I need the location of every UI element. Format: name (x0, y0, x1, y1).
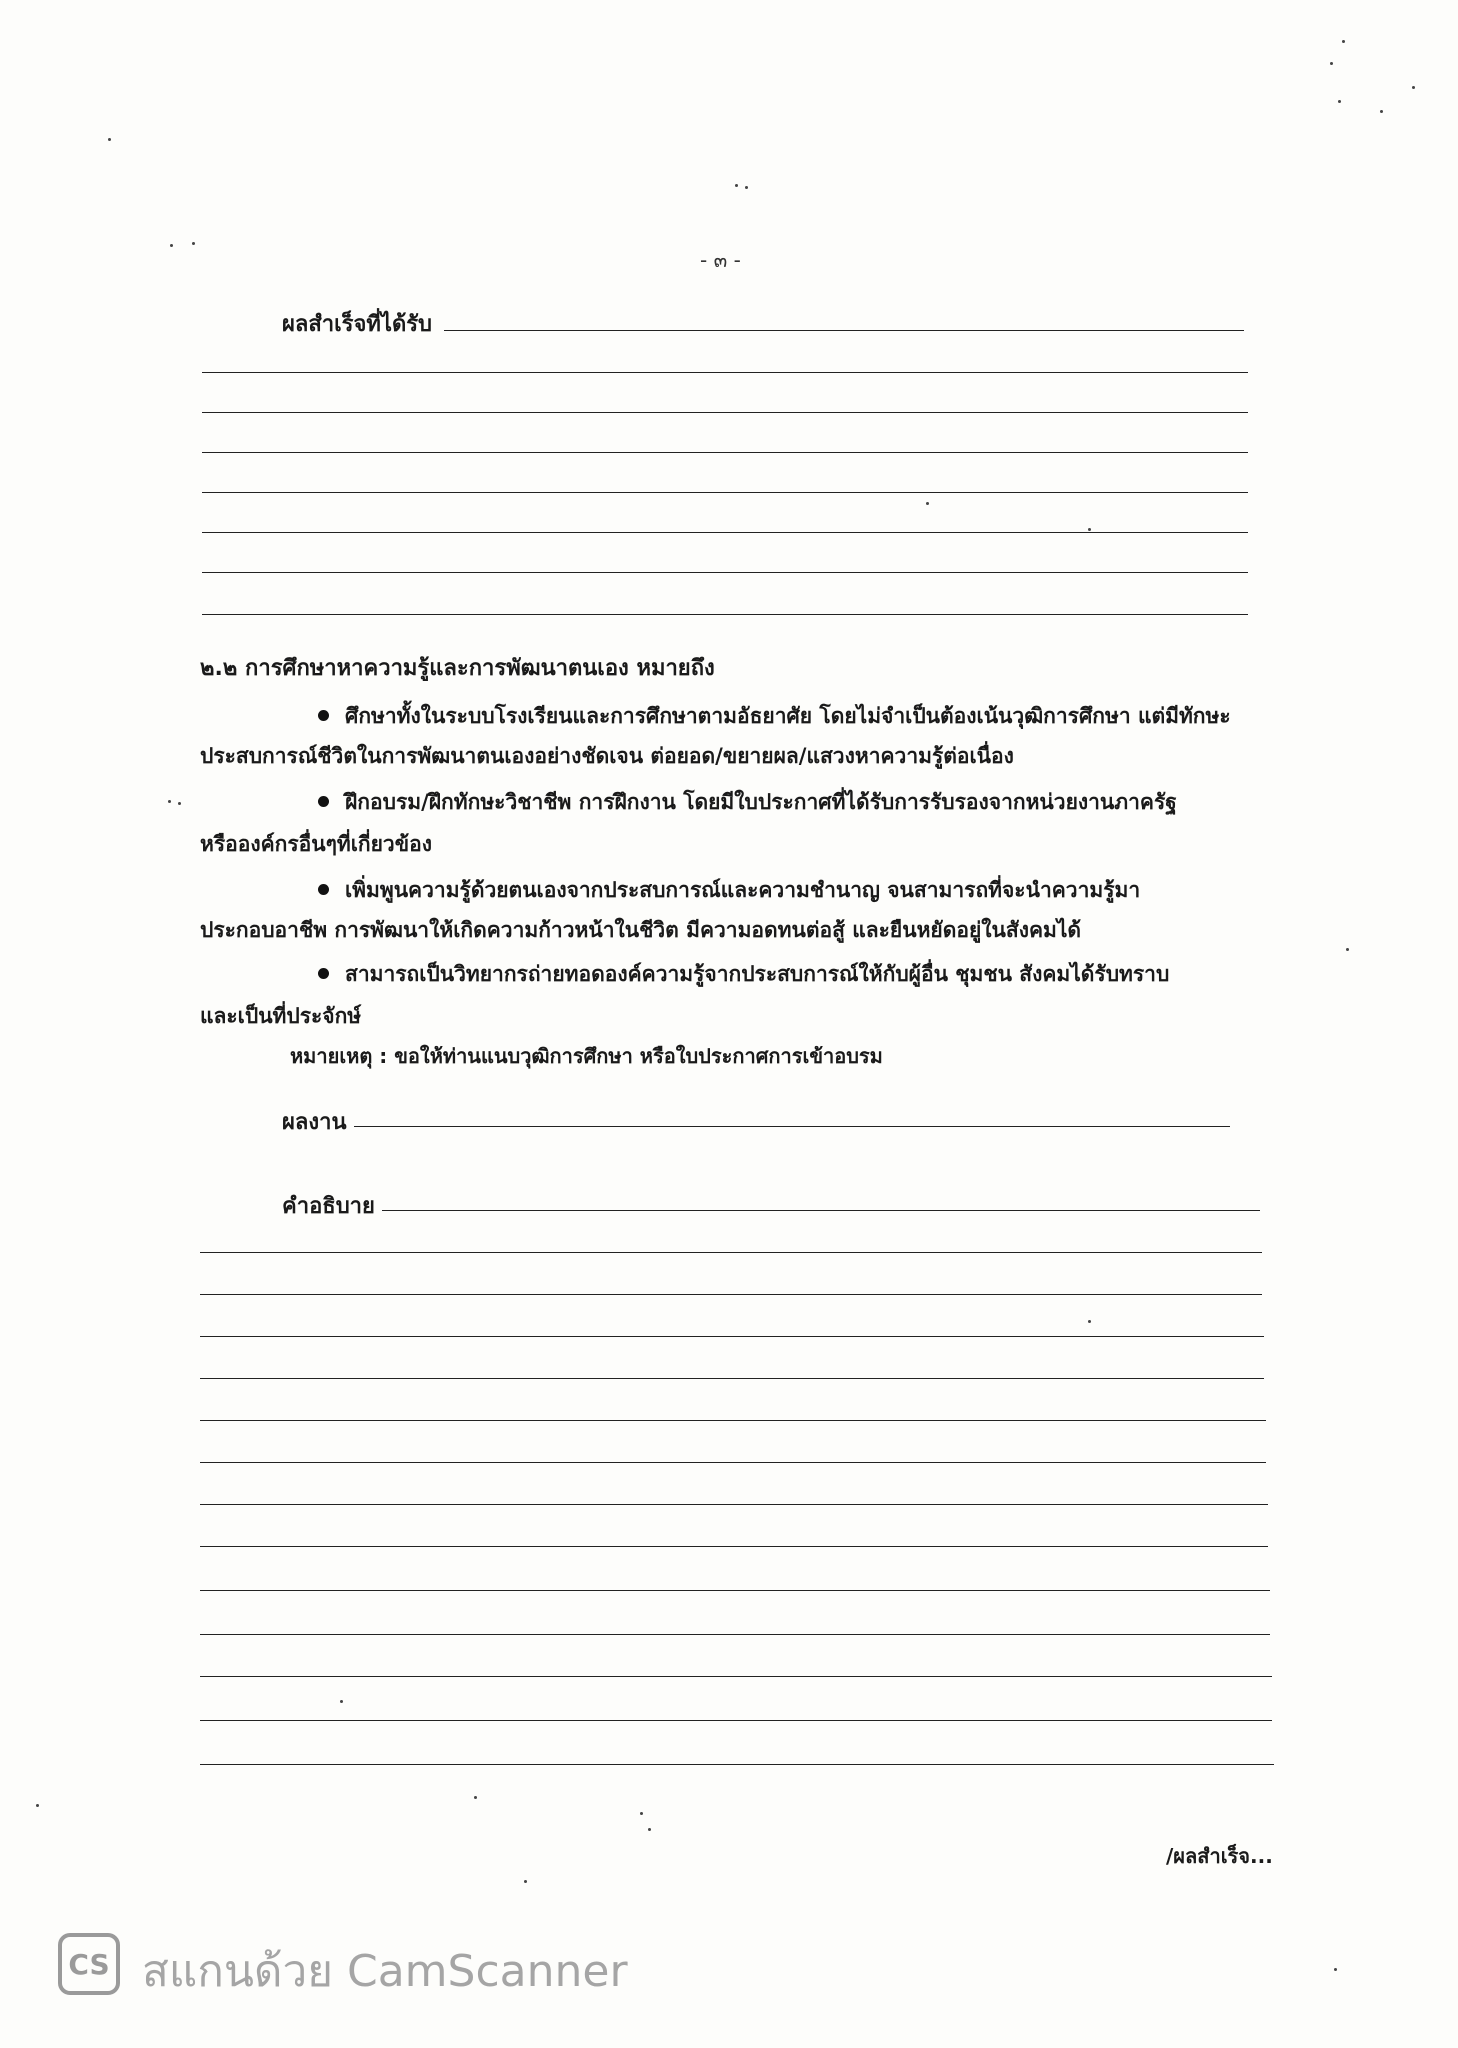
ruled-line (202, 372, 1248, 373)
ruled-line (202, 452, 1248, 453)
camscanner-logo-icon: CS (58, 1933, 120, 1995)
scan-speck (178, 802, 181, 805)
scan-speck (1412, 86, 1415, 89)
bullet-continuation: ประกอบอาชีพ การพัฒนาให้เกิดความก้าวหน้าในชีวิต มีความอดทนต่อสู้ และยืนหยัดอยู่ในสังคมได้ (200, 918, 1082, 942)
ruled-line (200, 1336, 1264, 1337)
scan-speck (108, 138, 111, 141)
work-fill-line (354, 1126, 1230, 1127)
bullet-continuation: ประสบการณ์ชีวิตในการพัฒนาตนเองอย่างชัดเจน ต่อยอด/ขยายผล/แสวงหาความรู้ต่อเนื่อง (200, 744, 1014, 768)
scan-speck (1346, 948, 1349, 951)
ruled-line (200, 1504, 1268, 1505)
ruled-line (200, 1462, 1266, 1463)
scan-speck (1088, 528, 1091, 531)
scan-speck (1342, 40, 1345, 43)
note-text: หมายเหตุ : ขอให้ท่านแนบวุฒิการศึกษา หรือใบประกาศการเข้าอบรม (290, 1044, 883, 1068)
ruled-line (202, 572, 1248, 573)
bullet-text: เพิ่มพูนความรู้ด้วยตนเองจากประสบการณ์และความชำนาญ จนสามารถที่จะนำความรู้มา (345, 878, 1141, 902)
bullet-item-4 (318, 958, 1169, 991)
ruled-line (200, 1590, 1270, 1591)
scan-speck (926, 502, 929, 505)
ruled-line (202, 412, 1248, 413)
ruled-line (200, 1676, 1272, 1677)
bullet-item-2 (318, 786, 1177, 819)
scan-speck (168, 800, 171, 803)
ruled-line (200, 1294, 1262, 1295)
camscanner-watermark-text: สแกนด้วย CamScanner (142, 1946, 628, 1997)
description-label: คำอธิบาย (282, 1194, 375, 1219)
ruled-line (200, 1252, 1262, 1253)
ruled-line (200, 1764, 1274, 1765)
scan-speck (745, 186, 748, 189)
scan-speck (524, 1880, 527, 1883)
ruled-line (200, 1420, 1266, 1421)
scan-speck (1330, 62, 1333, 65)
scan-speck (170, 244, 173, 247)
ruled-line (202, 614, 1248, 615)
section-heading: ๒.๒ การศึกษาหาความรู้และการพัฒนาตนเอง หมายถึง (200, 656, 715, 681)
work-label: ผลงาน (282, 1110, 347, 1135)
ruled-line (202, 492, 1248, 493)
bullet-icon (318, 796, 329, 807)
bullet-continuation: หรือองค์กรอื่นๆที่เกี่ยวข้อง (200, 832, 432, 856)
bullet-icon (318, 968, 329, 979)
ruled-line (200, 1634, 1270, 1635)
scan-speck (340, 1700, 343, 1703)
ruled-line (200, 1720, 1272, 1721)
continuation-text: /ผลสำเร็จ... (1166, 1844, 1273, 1868)
achievement-fill-line (444, 330, 1244, 331)
scan-speck (648, 1828, 651, 1831)
scan-speck (640, 1812, 643, 1815)
achievement-label: ผลสำเร็จที่ได้รับ (282, 312, 433, 337)
ruled-line (202, 532, 1248, 533)
scan-speck (474, 1796, 477, 1799)
bullet-icon (318, 884, 329, 895)
scan-speck (192, 242, 195, 245)
bullet-continuation: และเป็นที่ประจักษ์ (200, 1004, 362, 1028)
bullet-item-3 (318, 874, 1140, 907)
ruled-line (200, 1546, 1268, 1547)
bullet-text: ศึกษาทั้งในระบบโรงเรียนและการศึกษาตามอัธยาศัย โดยไม่จำเป็นต้องเน้นวุฒิการศึกษา แต่มีทักษะ (345, 704, 1231, 728)
bullet-item-1 (318, 700, 1231, 733)
scan-speck (36, 1804, 39, 1807)
bullet-text: ฝึกอบรม/ฝึกทักษะวิชาชีพ การฝึกงาน โดยมีใบประกาศที่ได้รับการรับรองจากหน่วยงานภาครัฐ (345, 790, 1177, 814)
scan-speck (735, 184, 738, 187)
scan-speck (1334, 1968, 1337, 1971)
bullet-icon (318, 710, 329, 721)
page-number: - ๓ - (700, 248, 741, 272)
description-fill-line (382, 1210, 1260, 1211)
scan-speck (1088, 1320, 1091, 1323)
ruled-line (200, 1378, 1264, 1379)
bullet-text: สามารถเป็นวิทยากรถ่ายทอดองค์ความรู้จากประสบการณ์ให้กับผู้อื่น ชุมชน สังคมได้รับทราบ (345, 962, 1170, 986)
scan-speck (1338, 100, 1341, 103)
scan-speck (1380, 110, 1383, 113)
